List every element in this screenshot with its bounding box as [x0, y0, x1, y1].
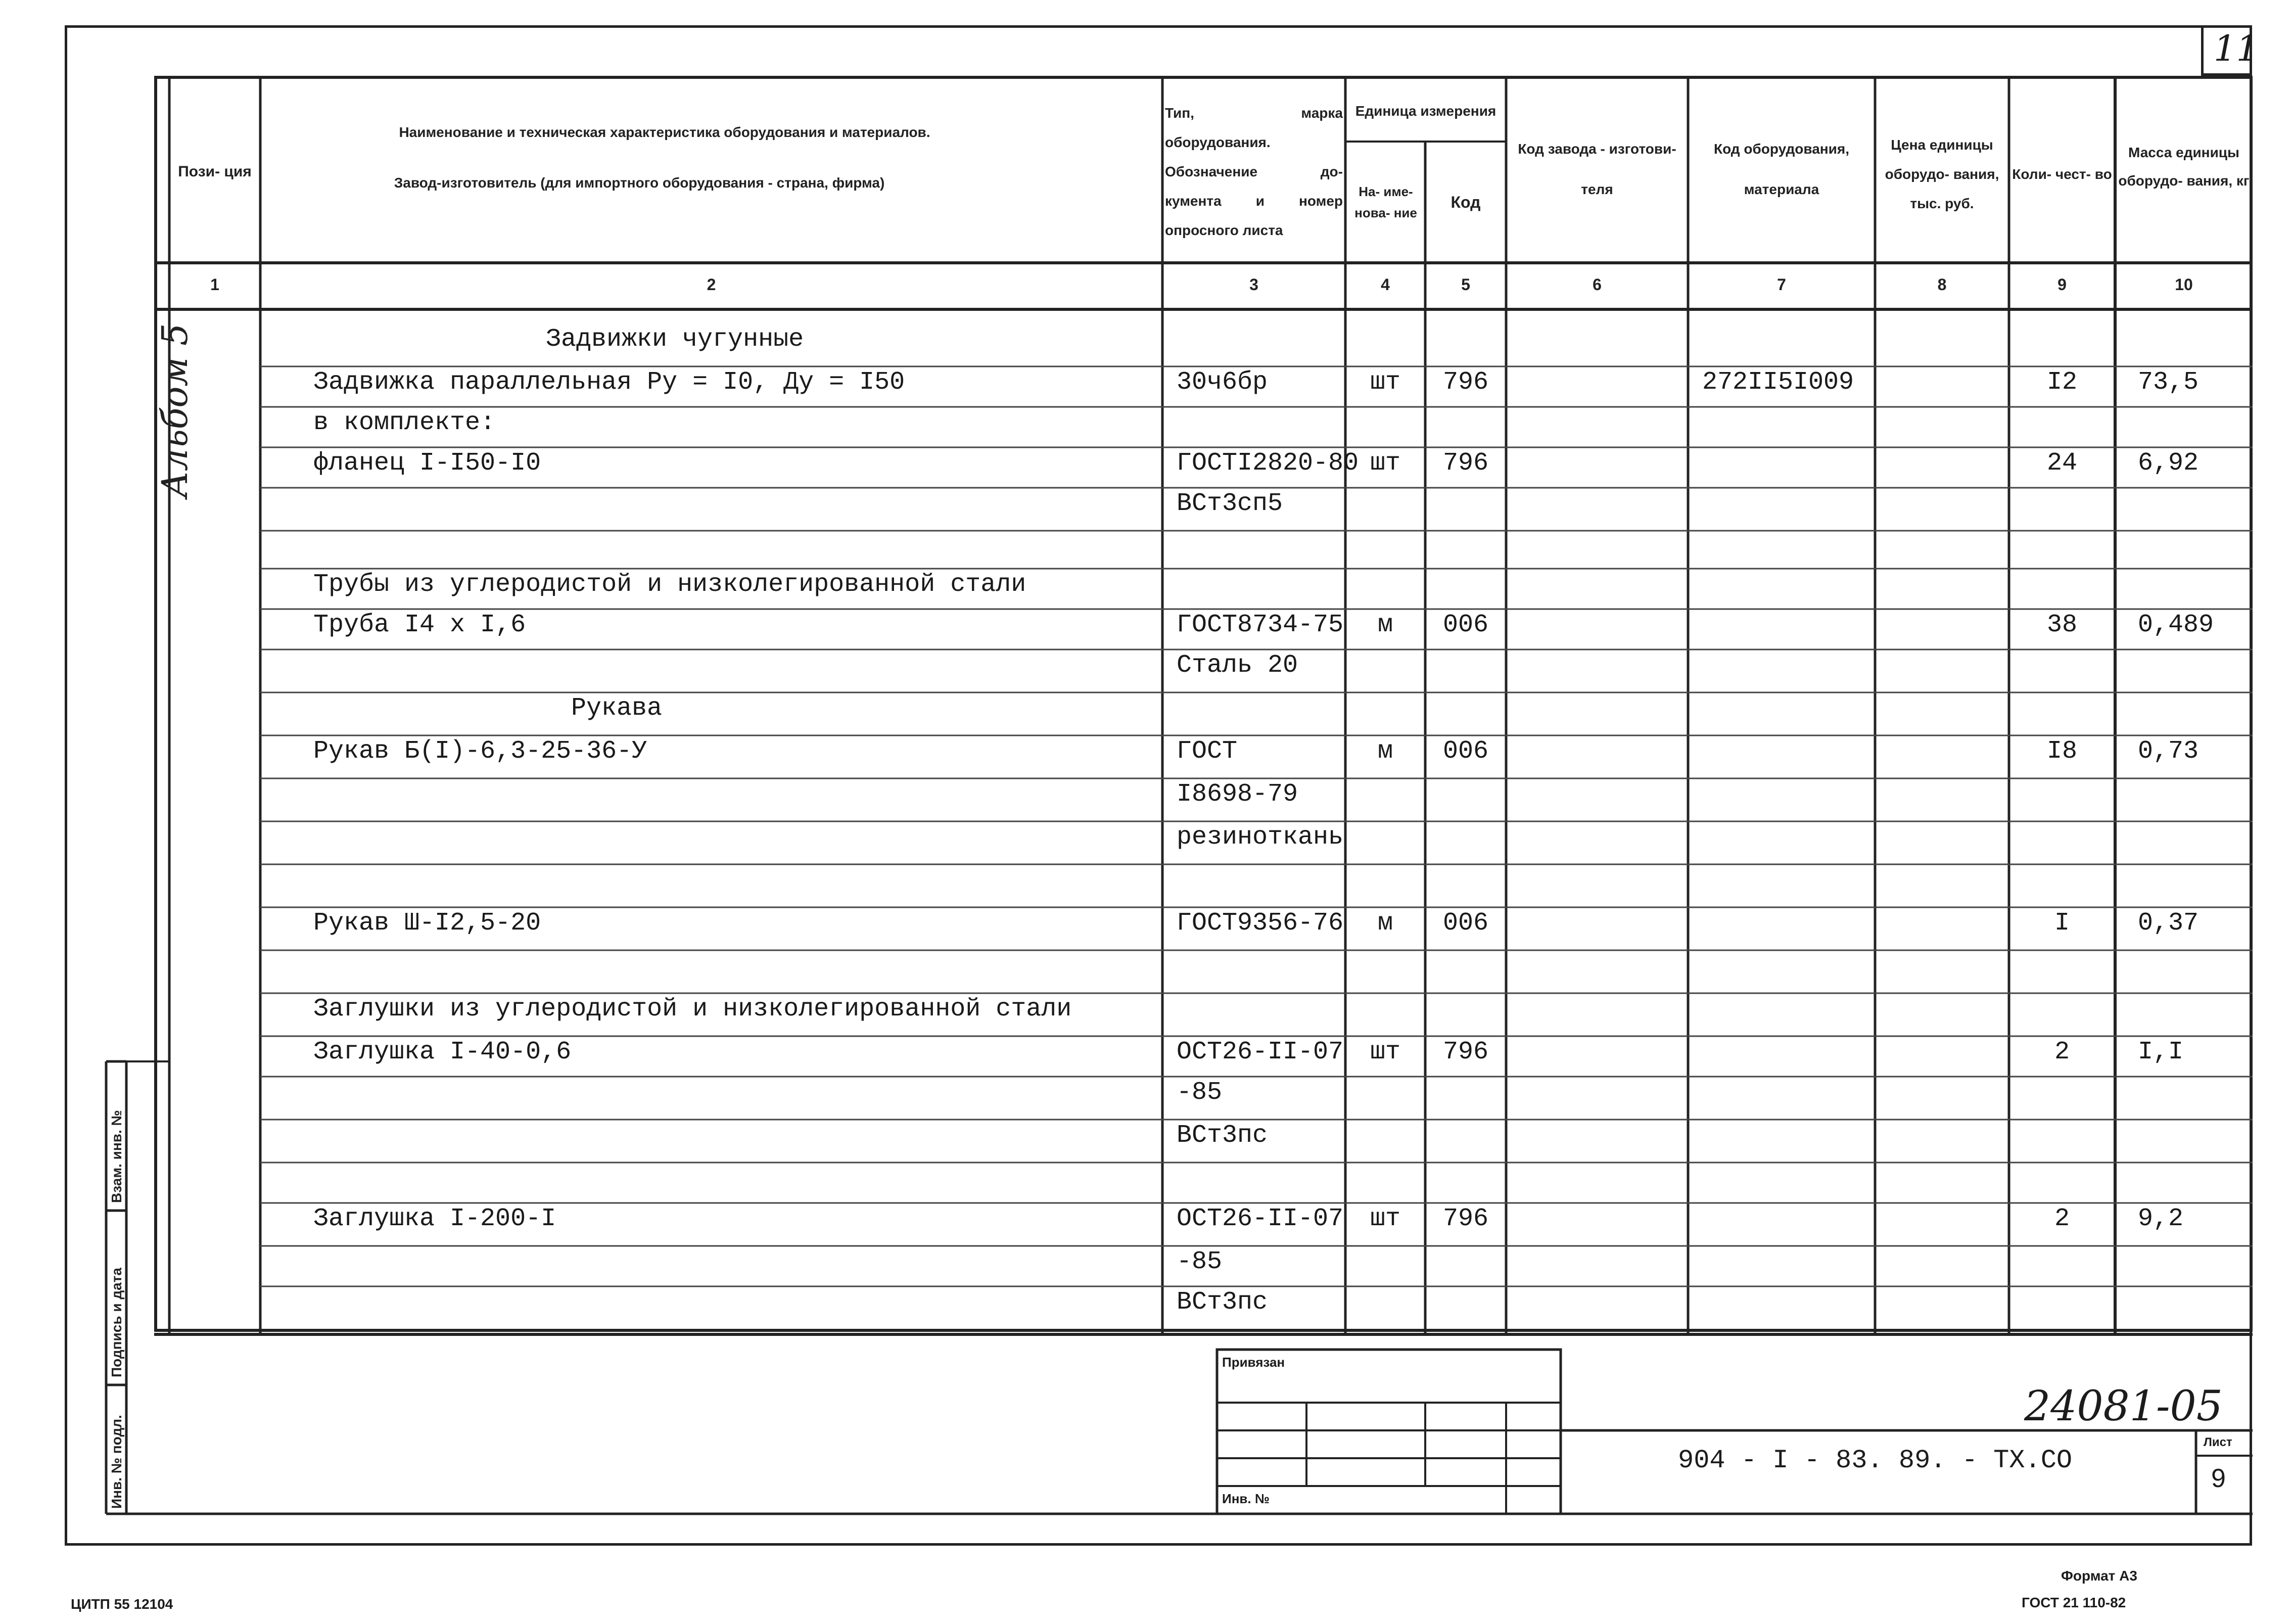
cell-name: Рукав Б(I)-6,3-25-36-У: [313, 737, 647, 766]
cell-unit: м: [1377, 909, 1393, 938]
cell-qty: 2: [2054, 1038, 2070, 1066]
header-col8: Цена единицы оборудо- вания, тыс. руб.: [1885, 137, 1999, 211]
column-number-9: 9: [2057, 275, 2067, 294]
document-designation: 904 - I - 83. 89. - ТХ.СО: [1678, 1446, 2073, 1475]
cell-mass: I,I: [2138, 1038, 2184, 1066]
cell-code: 796: [1442, 1204, 1488, 1233]
header-col4: На- име- нова- ние: [1354, 184, 1417, 220]
column-number-3: 3: [1249, 275, 1258, 294]
cell-qty: 38: [2046, 611, 2077, 639]
cell-name: Рукав Ш-I2,5-20: [313, 909, 541, 938]
cell-name: Задвижки чугунные: [546, 325, 804, 354]
footer-gost: ГОСТ 21 110-82: [2022, 1595, 2126, 1610]
cell-mass: 0,37: [2138, 909, 2199, 938]
label-inv-podl: Инв. № подл.: [109, 1415, 124, 1509]
cell-code: 796: [1442, 368, 1488, 397]
column-number-8: 8: [1937, 275, 1947, 294]
cell-type: Сталь 20: [1177, 651, 1298, 680]
cell-type: резиноткань: [1177, 823, 1344, 852]
header-col2-line1: Наименование и техническая характеристика оборудования и материалов.: [399, 124, 930, 140]
cell-type: I8698-79: [1177, 780, 1298, 809]
cell-equip: 272II5I009: [1702, 368, 1854, 397]
sheet-label: Лист: [2204, 1435, 2232, 1449]
cell-unit: шт: [1370, 368, 1400, 397]
archive-number: 24081-05: [2024, 1382, 2223, 1430]
cell-mass: 73,5: [2138, 368, 2199, 397]
header-unit-group: Единица измерения: [1355, 103, 1496, 119]
column-number-10: 10: [2175, 275, 2193, 294]
cell-qty: I2: [2046, 368, 2077, 397]
footer-format: Формат А3: [2061, 1568, 2137, 1584]
cell-type: ОСТ26-II-07: [1177, 1038, 1344, 1066]
label-podpis-data: Подпись и дата: [109, 1268, 124, 1377]
album-label: Альбом 5: [154, 323, 196, 498]
cell-type: ГОСТ8734-75: [1177, 611, 1344, 639]
cell-name: Заглушка I-200-I: [313, 1204, 556, 1233]
header-col5: Код: [1451, 193, 1481, 211]
cell-type: ВСт3пс: [1177, 1121, 1268, 1150]
cell-type: ГОСТ9356-76: [1177, 909, 1344, 938]
cell-type: ВСт3пс: [1177, 1288, 1268, 1317]
privyazan-label: Привязан: [1222, 1355, 1285, 1370]
cell-mass: 0,489: [2138, 611, 2214, 639]
cell-code: 796: [1442, 1038, 1488, 1066]
cell-type: 30ч6бр: [1177, 368, 1268, 397]
corner-number: 11: [2214, 28, 2259, 69]
cell-code: 006: [1442, 611, 1488, 639]
cell-type: ГОСТ: [1177, 737, 1238, 766]
cell-name: Труба I4 х I,6: [313, 611, 526, 639]
cell-mass: 6,92: [2138, 449, 2199, 478]
column-number-4: 4: [1381, 275, 1390, 294]
cell-type: -85: [1177, 1247, 1223, 1276]
cell-unit: м: [1377, 737, 1393, 766]
column-number-2: 2: [707, 275, 716, 294]
cell-name: Заглушка I-40-0,6: [313, 1038, 572, 1066]
header-col1: Пози- ция: [178, 163, 252, 180]
header-col10: Масса единицы оборудо- вания, кг: [2118, 145, 2250, 189]
column-number-6: 6: [1593, 275, 1602, 294]
cell-code: 006: [1442, 909, 1488, 938]
header-col7: Код оборудования, материала: [1713, 141, 1850, 197]
cell-qty: I: [2054, 909, 2070, 938]
cell-mass: 0,73: [2138, 737, 2199, 766]
column-number-1: 1: [210, 275, 219, 294]
cell-code: 796: [1442, 449, 1488, 478]
cell-qty: 2: [2054, 1204, 2070, 1233]
cell-unit: шт: [1370, 449, 1400, 478]
cell-name: Задвижка параллельная Ру = I0, Ду = I50: [313, 368, 905, 397]
cell-unit: м: [1377, 611, 1393, 639]
cell-type: ОСТ26-II-07: [1177, 1204, 1344, 1233]
cell-code: 006: [1442, 737, 1488, 766]
cell-qty: 24: [2046, 449, 2077, 478]
cell-type: ГОСТI2820-80: [1177, 449, 1359, 478]
sheet-number: 9: [2211, 1464, 2226, 1493]
cell-name: Рукава: [571, 694, 663, 723]
cell-mass: 9,2: [2138, 1204, 2184, 1233]
header-col6: Код завода - изготови- теля: [1518, 141, 1676, 197]
cell-name: Трубы из углеродистой и низколегированной стали: [313, 570, 1026, 599]
cell-name: фланец I-I50-I0: [313, 449, 541, 478]
label-vzam-inv: Взам. инв. №: [109, 1110, 124, 1203]
header-col2-line2: Завод-изготовитель (для импортного оборудования - страна, фирма): [394, 175, 885, 191]
cell-unit: шт: [1370, 1204, 1400, 1233]
column-number-7: 7: [1777, 275, 1786, 294]
cell-type: -85: [1177, 1078, 1223, 1107]
footer-left: ЦИТП 55 12104: [71, 1596, 173, 1612]
column-number-5: 5: [1461, 275, 1470, 294]
cell-unit: шт: [1370, 1038, 1400, 1066]
cell-type: ВСт3сп5: [1177, 489, 1283, 518]
header-col3: Тип, марка оборудования. Обозначение до- кумента и номер опросного листа: [1165, 105, 1343, 238]
cell-qty: I8: [2046, 737, 2077, 766]
inv-no-label: Инв. №: [1222, 1491, 1270, 1506]
header-col9: Коли- чест- во: [2012, 166, 2112, 182]
cell-name: в комплекте:: [313, 408, 496, 437]
cell-name: Заглушки из углеродистой и низколегированной стали: [313, 995, 1072, 1024]
